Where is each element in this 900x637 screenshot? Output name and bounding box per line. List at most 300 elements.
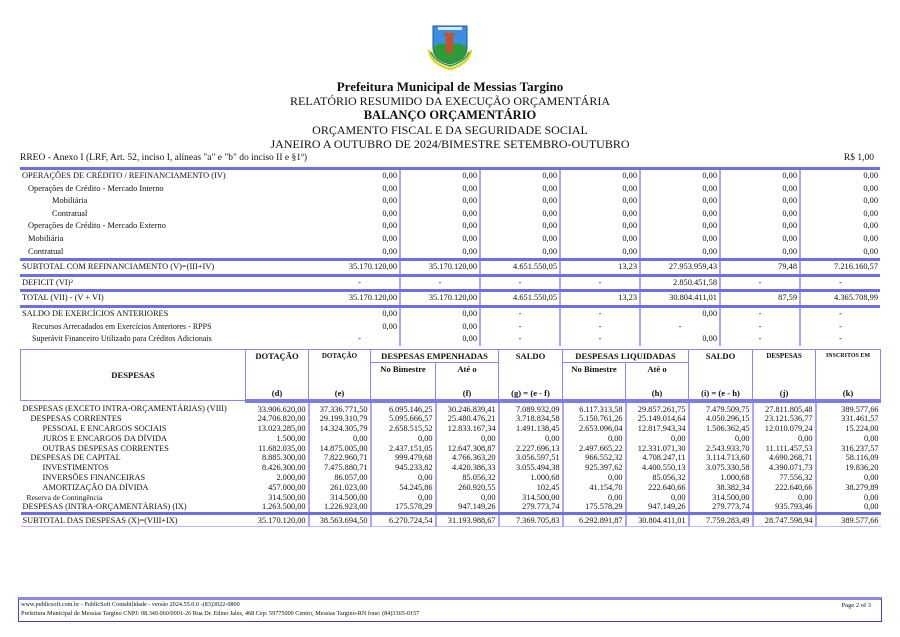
cell-value: 14.324.305,79 [309,424,371,434]
cell-value: 0,00 [720,208,800,221]
cell-value: 0,00 [309,434,371,444]
cell-value: 314.500,00 [309,493,371,503]
subtotal-row [21,514,881,527]
cell-value: 12.010.079,24 [753,424,816,434]
revenue-row [20,246,880,260]
annex-reference: RREO - Anexo I (LRF, Art. 52, inciso I, alíneas "a" e "b" do inciso II e §1º) [20,153,308,163]
row-label: JUROS E ENCARGOS DA DÍVIDA [42,433,167,443]
cell-value: 0,00 [640,233,720,246]
cell-value: 19.836,20 [845,463,879,473]
cell-value: 54.245,86 [371,483,436,493]
cell-value: 0,00 [400,169,480,183]
cell-value: 316.237,57 [841,443,879,453]
code-d: (d) [246,387,309,401]
revenue-row [20,169,880,183]
cell-value: 4.420.386,33 [436,463,499,473]
budget-scope: ORÇAMENTO FISCAL E DA SEGURIDADE SOCIAL [312,122,588,137]
cell-value: 25.480.476,21 [436,414,499,424]
cell-value: 0,00 [400,195,480,208]
expense-row [21,453,881,463]
cell-value: 2.437.151,05 [371,444,436,454]
subtotal-value: 30.804.411,01 [626,514,689,527]
cell-value: 389.577,66 [841,404,879,414]
header-dotacao-d: DOTAÇÃO [246,350,309,363]
cell-value: 0,00 [563,434,626,444]
header-dotacao-e: DOTAÇÃO [309,350,371,363]
code-g: (g) = (e - f) [499,387,563,401]
cell-value: 0,00 [436,493,499,503]
cell-value: 0,00 [371,473,436,483]
cell-value: 0,00 [560,208,640,221]
subtotal-value: 7.369.705,83 [499,514,563,527]
footer-software-line: www.publicsoft.com.br - PublicSoft Contabilidade - versão 2024.55.0.0 -(83)3022-0800 [21,601,240,608]
revenue-row [20,208,880,221]
row-label: Reserva de Contingência [26,492,103,502]
revenue-row [20,275,880,291]
cell-value: - [320,275,400,291]
subtotal-value: 35.170.120,00 [246,514,309,527]
subtotal-value: 28.747.598,94 [753,514,816,527]
cell-value: 35.170.120,00 [320,291,400,307]
row-label: DESPESAS (INTRA-ORÇAMENTÁRIAS) (IX) [22,502,187,512]
cell-value: 222.640,66 [753,483,816,493]
cell-value: 0,00 [400,208,480,221]
cell-value: 37.336.771,50 [309,401,371,415]
row-label: TOTAL (VII) - (V + VI) [20,291,320,307]
cell-value: 0,00 [640,246,720,260]
cell-value: 0,00 [560,233,640,246]
cell-value: 2.497.665,22 [563,444,626,454]
cell-value: 0,00 [863,473,879,483]
header-blank-g [499,363,563,387]
revenue-row [20,333,880,346]
cell-value: 0,00 [320,183,400,196]
cell-value: - [839,321,842,331]
cell-value: 2.227.696,13 [499,444,563,454]
cell-value: 4.651.550,05 [480,260,560,276]
header-despesas: DESPESAS [21,350,246,401]
cell-value: - [800,275,880,291]
cell-value: 13.023.285,00 [246,424,309,434]
cell-value: 3.718.834,58 [499,414,563,424]
cell-value: 4.400.550,13 [626,463,689,473]
expense-row [21,463,881,473]
cell-value: 2.658.515,52 [371,424,436,434]
expense-row [21,414,881,424]
cell-value: 0,00 [480,195,560,208]
cell-value: 0,00 [640,306,720,320]
cell-value: 1.226.923,00 [309,502,371,513]
cell-value: 0,00 [320,321,400,334]
cell-value: 12.331.071,30 [626,444,689,454]
revenue-row [20,260,880,276]
cell-value: 27.811.805,48 [753,401,816,415]
cell-value: 0,00 [640,208,720,221]
cell-value: - [560,275,640,291]
cell-value: 5.095.666,57 [371,414,436,424]
cell-value: - [720,275,800,291]
cell-value: - [839,334,842,344]
cell-value: 0,00 [320,195,400,208]
cell-value: 7.822.960,71 [309,453,371,463]
cell-value: 999.479,68 [371,453,436,463]
row-label: OUTRAS DESPESAS CORRENTES [42,443,169,453]
revenue-row [20,183,880,196]
cell-value: 0,00 [720,195,800,208]
revenue-table [20,167,880,346]
cell-value: 261.023,00 [309,483,371,493]
cell-value: 4.390.071,73 [753,463,816,473]
cell-value: 279.773,74 [689,502,753,513]
header-blank-e [309,363,371,387]
cell-value: 1.491.138,45 [499,424,563,434]
code-e: (e) [309,387,371,401]
cell-value: 35.170.120,00 [400,260,480,276]
cell-value: 0,00 [400,233,480,246]
cell-value: 3.056.597,51 [499,453,563,463]
cell-value: 0,00 [720,233,800,246]
cell-value: 0,00 [480,183,560,196]
cell-value: 1.506.362,45 [689,424,753,434]
report-title: RELATÓRIO RESUMIDO DA EXECUÇÃO ORÇAMENTÁRIA [289,94,610,109]
cell-value: 0,00 [626,493,689,503]
cell-value: 4.050.296,15 [689,414,753,424]
cell-value: 0,00 [640,183,720,196]
cell-value: 79,48 [720,260,800,276]
annex-line [20,153,880,163]
cell-value: 175.578,29 [371,502,436,513]
cell-value: 0,00 [640,220,720,233]
cell-value: 38.382,34 [689,483,753,493]
page-footer [18,597,882,622]
footer-address-line: Prefeitura Municipal de Messias Targino CNPJ: 08.349.060/0001-26 Rua Dr. Edino Jales, 468 Cep: 59775000 Centro, Messias Targino-RN fone: (84)3365-0157 [21,610,420,617]
header-despesas-j: DESPESAS [753,350,816,363]
cell-value: 3.114.713,60 [689,453,753,463]
code-i: (i) = (e - h) [689,387,753,401]
revenue-row [20,321,880,334]
cell-value: - [560,333,640,346]
cell-value: 4.766.363,20 [436,453,499,463]
cell-value: - [480,275,560,291]
expense-row [21,424,881,434]
org-name: Prefeitura Municipal de Messias Targino [336,79,564,94]
cell-value: - [800,306,880,320]
cell-value: - [480,306,560,320]
cell-value: 947.149,26 [626,502,689,513]
expense-row [21,473,881,483]
cell-value: 0,00 [320,233,400,246]
cell-value: 0,00 [480,169,560,183]
cell-value: 23.121.536,77 [753,414,816,424]
revenue-row [20,291,880,307]
header-blank-j [753,363,816,387]
cell-value: 30.804.411,01 [640,291,720,307]
cell-value: 2.653.096,04 [563,424,626,434]
cell-value: 8.426.300,00 [246,463,309,473]
cell-value: 6.117.313,58 [563,401,626,415]
cell-value: 41.154,70 [563,483,626,493]
header-no-bimestre-2: No Bimestre [563,363,626,387]
cell-value: 4.690.268,71 [753,453,816,463]
cell-value: 6.095.146,25 [371,401,436,415]
cell-value: 4.365.708,99 [800,291,880,307]
cell-value: 0,00 [480,246,560,260]
cell-value: 0,00 [720,169,800,183]
cell-value: 457.000,00 [246,483,309,493]
cell-value: 0,00 [560,220,640,233]
cell-value: 0,00 [320,169,400,183]
cell-value: 0,00 [320,220,400,233]
cell-value: 1.000,68 [499,473,563,483]
code-f-blank [371,387,436,401]
cell-value: - [480,321,560,334]
row-label: Contratual [28,246,64,256]
cell-value: 1.500,00 [246,434,309,444]
cell-value: 12.817.943,34 [626,424,689,434]
cell-value: - [560,321,640,334]
cell-value: 314.500,00 [689,493,753,503]
row-label: Contratual [52,208,88,218]
cell-value: 13,23 [560,291,640,307]
header-ate-o-2: Até o [626,363,689,387]
subtotal-value: 6.270.724,54 [371,514,436,527]
cell-value: 1.000,68 [689,473,753,483]
cell-value: 11.111.457,53 [753,444,816,454]
cell-value: 966.552,32 [563,453,626,463]
page-number: Page 2 of 3 [841,602,871,609]
cell-value: 314.500,00 [246,493,309,503]
header-despesas-liquidadas: DESPESAS LIQUIDADAS [563,350,689,363]
cell-value: 4.651.550,05 [480,291,560,307]
expense-row [21,401,881,415]
cell-value: 29.857.261,75 [626,401,689,415]
cell-value: 0,00 [560,169,640,183]
cell-value: 2.850.451,58 [640,275,720,291]
row-label: INVESTIMENTOS [42,463,109,473]
cell-value: 0,00 [560,183,640,196]
cell-value: 0,00 [863,196,878,206]
cell-value: 0,00 [640,169,720,183]
cell-value: 0,00 [753,493,816,503]
cell-value: 7.479.509,75 [689,401,753,415]
row-label: DEFICIT (VI)² [20,275,320,291]
cell-value: 12.833.167,34 [436,424,499,434]
expense-row [21,444,881,454]
cell-value: - [720,306,800,320]
cell-value: - [560,306,640,320]
cell-value: 2.000,00 [246,473,309,483]
expense-row [21,493,881,503]
header-blank-d [246,363,309,387]
cell-value: 3.075.330,58 [689,463,753,473]
cell-value: 85.056,32 [436,473,499,483]
report-titles [0,80,900,151]
municipal-crest-icon [427,22,473,70]
cell-value: 935.793,46 [753,502,816,513]
cell-value: 25.149.014,64 [626,414,689,424]
cell-value: 0,00 [400,333,480,346]
cell-value: 314.500,00 [499,493,563,503]
header-blank-k [816,363,881,387]
row-label: Recursos Arrecadados em Exercícios Anteriores - RPPS [32,321,212,331]
code-h-blank [563,387,626,401]
revenue-row [20,220,880,233]
cell-value: - [400,275,480,291]
statement-title: BALANÇO ORÇAMENTÁRIO [363,108,537,123]
cell-value: 0,00 [563,493,626,503]
cell-value: 0,00 [400,183,480,196]
subtotal-label: SUBTOTAL DAS DESPESAS (X)=(VIII+IX) [21,514,246,527]
cell-value: 331.461,57 [841,414,879,424]
row-label: PESSOAL E ENCARGOS SOCIAIS [42,424,167,434]
cell-value: 0,00 [320,208,400,221]
revenue-row [20,233,880,246]
cell-value: 925.397,62 [563,463,626,473]
cell-value: 0,00 [863,433,879,443]
cell-value: 0,00 [480,220,560,233]
cell-value: 85.056,32 [626,473,689,483]
row-label: Operações de Crédito - Mercado Interno [28,183,164,193]
header-ate-o-1: Até o [436,363,499,387]
cell-value: - [640,321,720,334]
cell-value: 0,00 [626,434,689,444]
row-label: Superávit Financeiro Utilizado para Créditos Adicionais [32,334,212,344]
header-blank-i [689,363,753,387]
cell-value: - [720,321,800,334]
header-despesas-empenhadas: DESPESAS EMPENHADAS [371,350,499,363]
cell-value: 11.682.035,00 [246,444,309,454]
cell-value: 0,00 [800,169,880,183]
cell-value: 7.089.932,09 [499,401,563,415]
cell-value: 0,00 [400,306,480,320]
row-label: OPERAÇÕES DE CRÉDITO / REFINANCIAMENTO (IV) [20,169,320,183]
cell-value: 0,00 [371,434,436,444]
cell-value: 24.706.820,00 [246,414,309,424]
cell-value: 58.116,09 [845,453,879,463]
cell-value: 0,00 [689,434,753,444]
code-j: (j) [753,387,816,401]
currency-unit: R$ 1,00 [843,153,874,163]
cell-value: 0,00 [863,502,879,512]
header-inscritos-k: INSCRITOS EM [816,350,881,363]
report-period: JANEIRO A OUTUBRO DE 2024/BIMESTRE SETEMBRO-OUTUBRO [270,136,630,151]
cell-value: 5.150.761,26 [563,414,626,424]
row-label: DESPESAS DE CAPITAL [30,453,121,463]
row-label: DESPESAS (EXCETO INTRA-ORÇAMENTÁRIAS) (VIII) [22,403,227,413]
expense-row [21,434,881,444]
cell-value: 0,00 [863,233,878,243]
cell-value: 0,00 [720,183,800,196]
cell-value: 102,45 [499,483,563,493]
cell-value: 0,00 [371,493,436,503]
cell-value: 1.263.500,00 [246,502,309,513]
code-h: (h) [626,387,689,401]
expense-table [20,349,881,527]
cell-value: 260.920,55 [436,483,499,493]
cell-value: 0,00 [863,492,879,502]
row-label: SUBTOTAL COM REFINANCIAMENTO (V)=(III+IV) [20,260,320,276]
cell-value: 7.475.880,71 [309,463,371,473]
cell-value: 0,00 [480,208,560,221]
row-label: AMORTIZAÇÃO DA DÍVIDA [42,482,149,492]
cell-value: 14.875.005,00 [309,444,371,454]
cell-value: 0,00 [720,246,800,260]
cell-value: 86.057,00 [309,473,371,483]
cell-value: 0,00 [863,208,878,218]
cell-value: 0,00 [563,473,626,483]
subtotal-value: 38.563.694,50 [309,514,371,527]
cell-value: 947.149,26 [436,502,499,513]
row-label: Operações de Crédito - Mercado Externo [28,221,166,231]
row-label: DESPESAS CORRENTES [30,414,122,424]
cell-value: - [720,333,800,346]
cell-value: 0,00 [720,220,800,233]
cell-value: 12.647.308,87 [436,444,499,454]
cell-value: 35.170.120,00 [400,291,480,307]
cell-value: 29.199.310,79 [309,414,371,424]
cell-value: 13,23 [560,260,640,276]
cell-value: 0,00 [753,434,816,444]
cell-value: 0,00 [560,246,640,260]
cell-value: 279.773,74 [499,502,563,513]
cell-value: 0,00 [436,434,499,444]
cell-value: 0,00 [863,183,878,193]
cell-value: 4.708.247,11 [626,453,689,463]
cell-value: 8.885.300,00 [246,453,309,463]
cell-value: 0,00 [480,233,560,246]
cell-value: 3.055.494,38 [499,463,563,473]
row-label: Mobiliária [52,196,88,206]
revenue-row [20,306,880,320]
cell-value: 33.906.620,00 [246,401,309,415]
cell-value: 222.640,66 [626,483,689,493]
row-label: INVERSÕES FINANCEIRAS [42,473,146,483]
cell-value: - [480,333,560,346]
cell-value: 0,00 [863,221,878,231]
cell-value: 0,00 [640,195,720,208]
code-f: (f) [436,387,499,401]
cell-value: 38.279,89 [845,482,879,492]
cell-value: 0,00 [320,246,400,260]
cell-value: 0,00 [320,306,400,320]
subtotal-value: 389.577,66 [816,514,881,527]
cell-value: 2.543.933,70 [689,444,753,454]
expense-row [21,483,881,493]
cell-value: 0,00 [400,246,480,260]
cell-value: 7.216.160,57 [800,260,880,276]
cell-value: 27.953.959,43 [640,260,720,276]
cell-value: 77.556,32 [753,473,816,483]
cell-value: 0,00 [560,195,640,208]
code-k: (k) [816,387,881,401]
subtotal-value: 7.759.283,49 [689,514,753,527]
cell-value: 35.170.120,00 [320,260,400,276]
cell-value: 0,00 [499,434,563,444]
header-saldo-i: SALDO [689,350,753,363]
cell-value: 945.233,82 [371,463,436,473]
cell-value: 0,00 [400,321,480,334]
header-no-bimestre-1: No Bimestre [371,363,436,387]
cell-value: 15.224,00 [845,424,879,434]
subtotal-value: 31.193.988,67 [436,514,499,527]
cell-value: 0,00 [640,333,720,346]
cell-value: 0,00 [400,220,480,233]
row-label: SALDO DE EXERCÍCIOS ANTERIORES [20,306,320,320]
cell-value: - [320,333,400,346]
cell-value: 30.246.839,41 [436,401,499,415]
cell-value: 0,00 [863,246,878,256]
header-saldo-g: SALDO [499,350,563,363]
